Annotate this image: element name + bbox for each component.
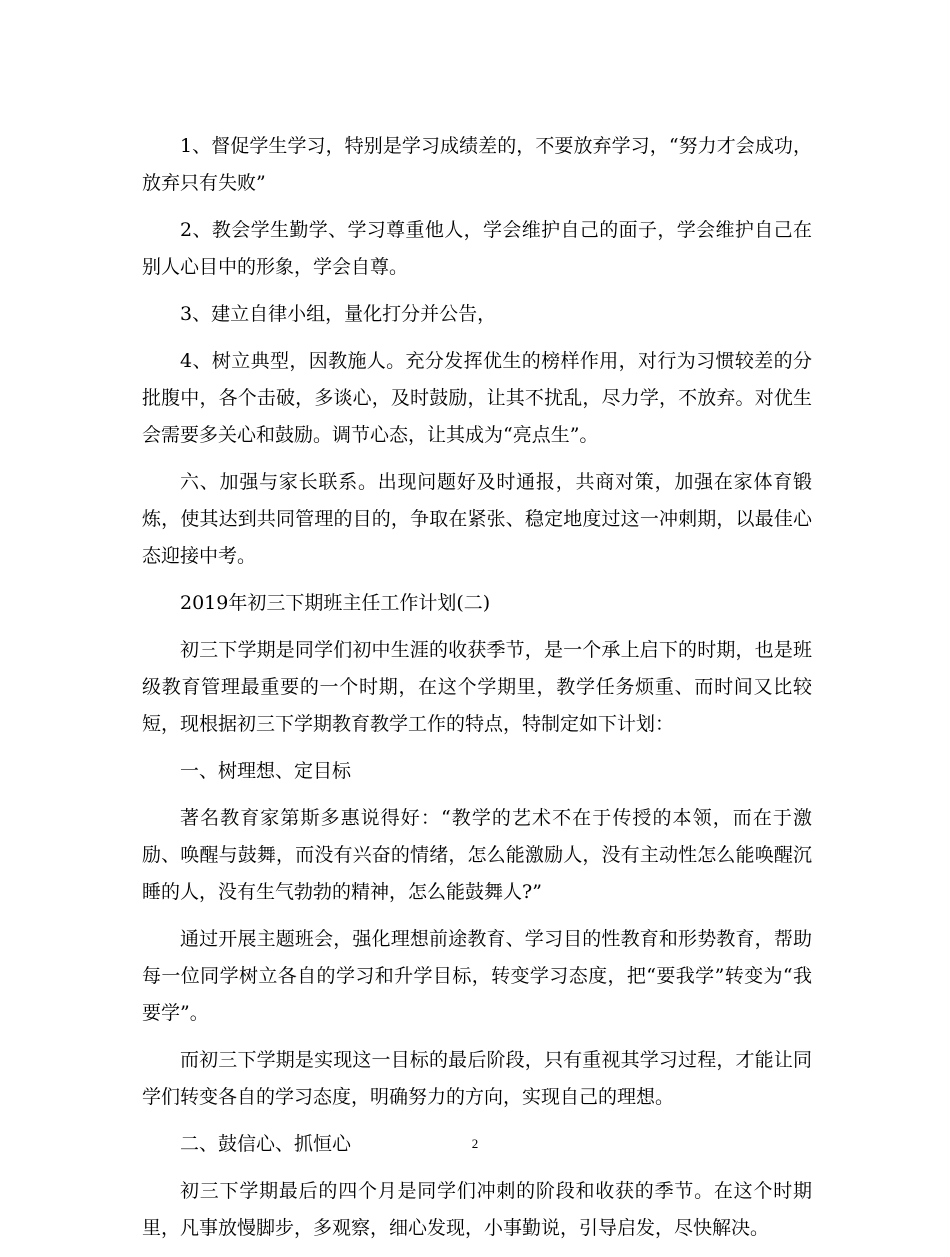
page-number: 2 xyxy=(471,1136,479,1151)
paragraph-1: 1、督促学生学习，特别是学习成绩差的，不要放弃学习，“努力才会成功，放弃只有失败” xyxy=(142,135,812,194)
paragraph-3: 3、建立自律小组，量化打分并公告， xyxy=(180,303,497,325)
paragraph-quote: 著名教育家第斯多惠说得好：“教学的艺术不在于传授的本领，而在于激励、唤醒与鼓舞，而没有兴奋的情绪，怎么能激励人，没有主动性怎么能唤醒沉睡的人，没有生气勃勃的精神，怎么能鼓舞人?” xyxy=(142,807,812,903)
paragraph-intro: 初三下学期是同学们初中生涯的收获季节，是一个承上启下的时期，也是班级教育管理最重要的一个时期，在这个学期里，教学任务烦重、而时间又比较短，现根据初三下学期教育教学工作的特点，特制定如下计划： xyxy=(142,639,812,735)
heading-1: 一、树理想、定目标 xyxy=(180,760,352,782)
paragraph-final-stage: 而初三下学期是实现这一目标的最后阶段，只有重视其学习过程，才能让同学们转变各自的学习态度，明确努力的方向，实现自己的理想。 xyxy=(142,1049,812,1108)
paragraph-5: 六、加强与家长联系。出现问题好及时通报，共商对策，加强在家体育锻炼，使其达到共同管理的目的，争取在紧张、稳定地度过这一冲刺期，以最佳心态迎接中考。 xyxy=(142,471,812,567)
paragraph-2: 2、教会学生勤学、学习尊重他人，学会维护自己的面子，学会维护自己在别人心目中的形象，学会自尊。 xyxy=(142,219,812,278)
document-body xyxy=(142,128,812,1257)
section-title: 2019年初三下期班主任工作计划(二) xyxy=(180,592,491,614)
paragraph-class-meeting: 通过开展主题班会，强化理想前途教育、学习目的性教育和形势教育，帮助每一位同学树立各自的学习和升学目标，转变学习态度，把“要我学”转变为“我要学”。 xyxy=(142,928,812,1024)
heading-2: 二、鼓信心、抓恒心 xyxy=(180,1133,352,1155)
paragraph-last: 初三下学期最后的四个月是同学们冲刺的阶段和收获的季节。在这个时期里，凡事放慢脚步，多观察，细心发现，小事勤说，引导启发，尽快解决。 xyxy=(142,1180,812,1239)
paragraph-4: 4、树立典型，因教施人。充分发挥优生的榜样作用，对行为习惯较差的分批腹中，各个击破，多谈心，及时鼓励，让其不扰乱，尽力学，不放弃。对优生会需要多关心和鼓励。调节心态，让其成为“亮点生”。 xyxy=(142,350,812,446)
